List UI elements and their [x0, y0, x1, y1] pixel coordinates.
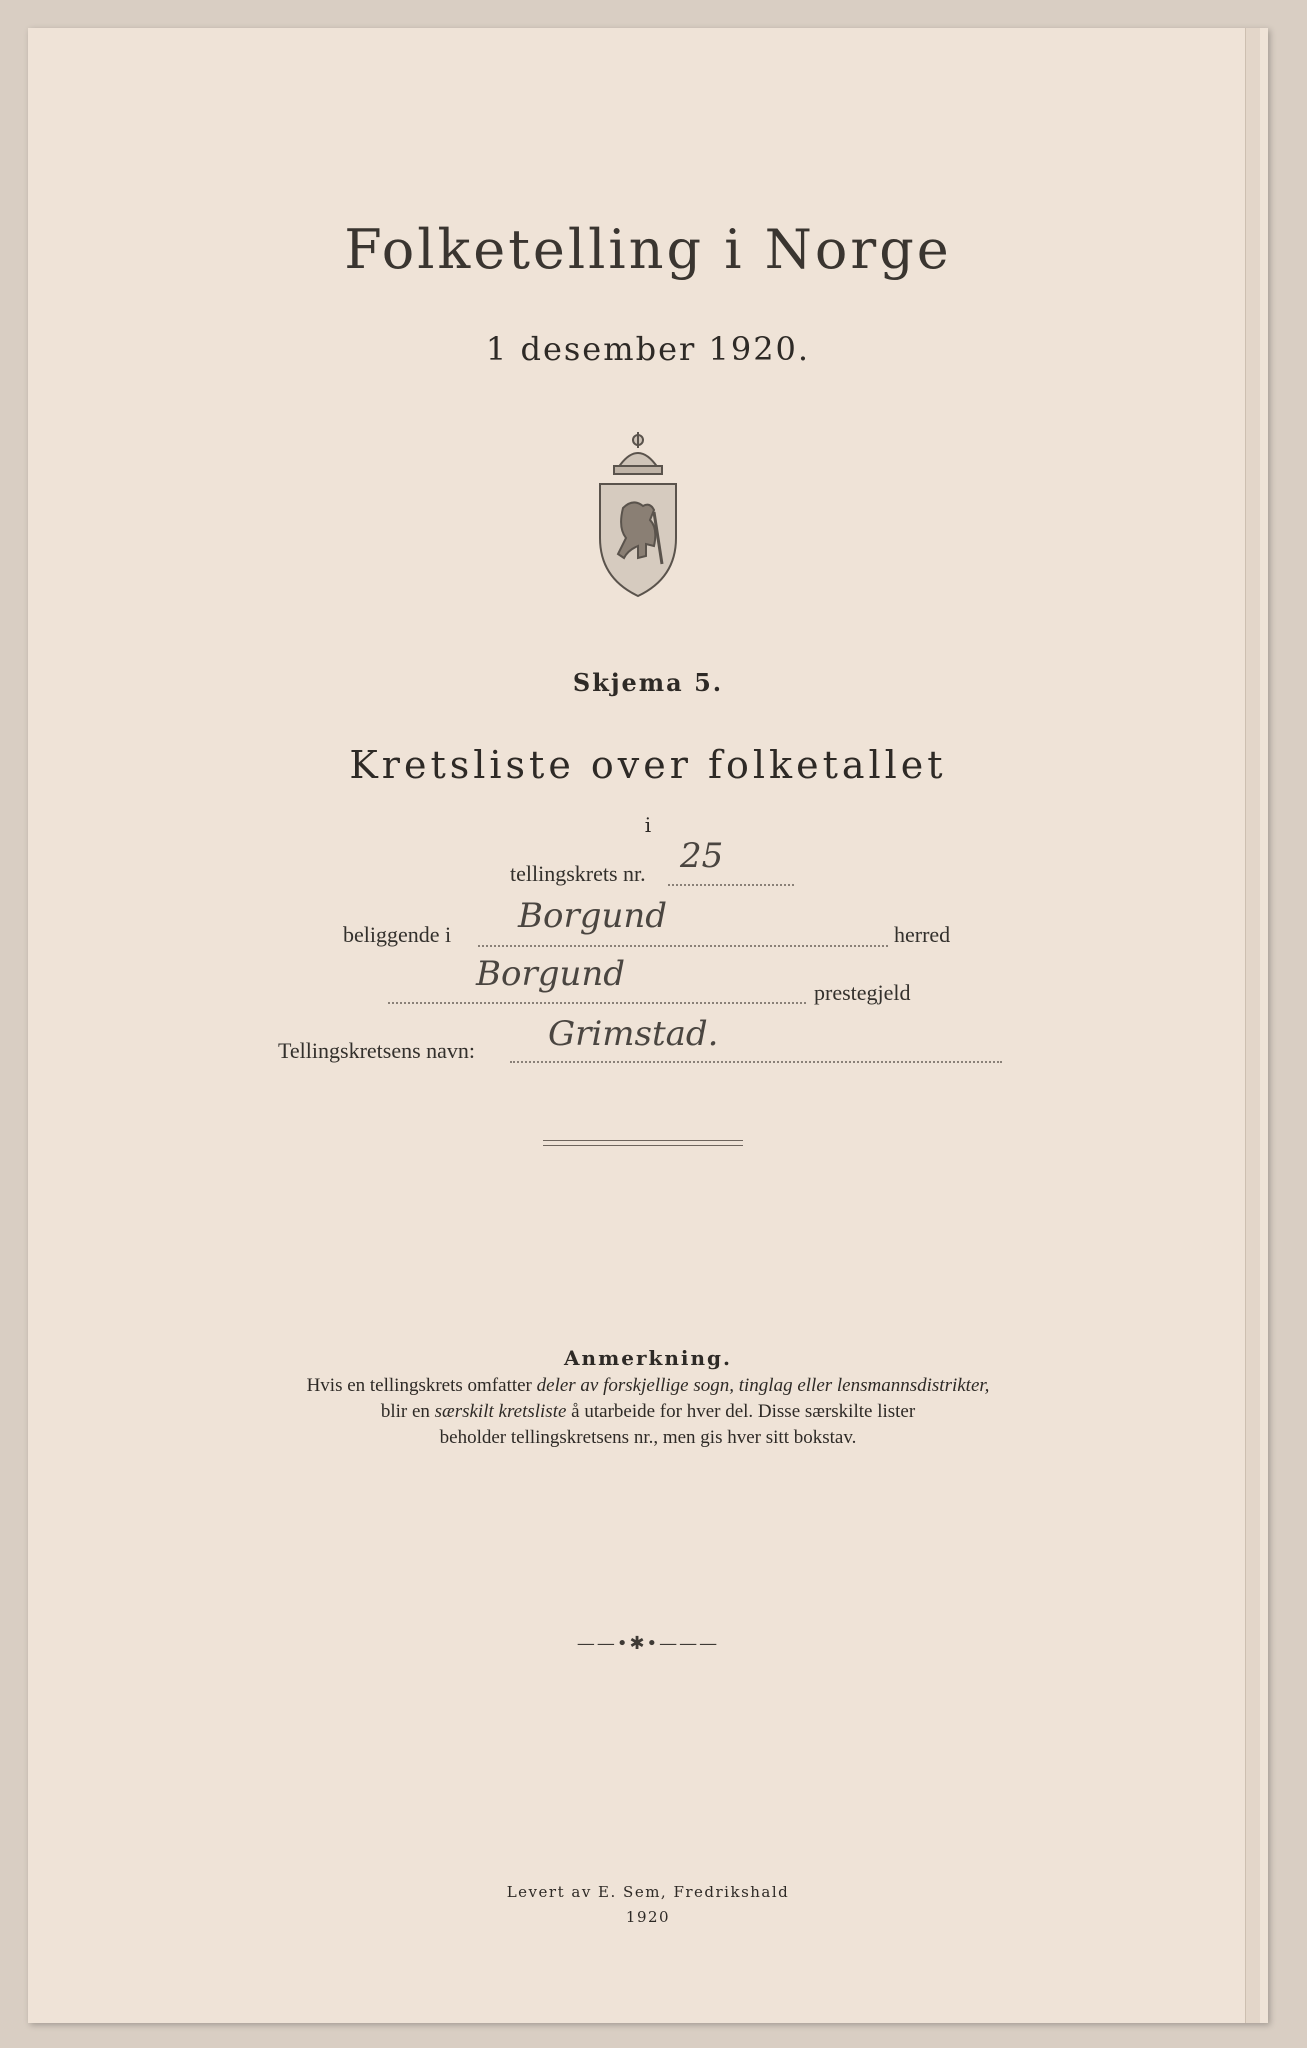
beliggende-label: beliggende i	[343, 922, 452, 947]
census-form-page	[28, 28, 1268, 2023]
coat-of-arms-icon	[588, 428, 688, 598]
printer-credit: Levert av E. Sem, Fredrikshald	[506, 1883, 790, 1901]
herred-line	[478, 945, 888, 947]
prestegjeld-label: prestegjeld	[814, 980, 911, 1005]
note-line-3: beholder tellingskretsens nr., men gis hver sitt bokstav.	[439, 1427, 857, 1448]
page-edge	[1245, 28, 1260, 2023]
navn-value: Grimstad.	[548, 1014, 719, 1054]
divider	[543, 1140, 743, 1141]
herred-label: herred	[894, 922, 951, 947]
document-date: 1 desember 1920.	[485, 330, 811, 368]
krets-value: 25	[680, 836, 724, 876]
divider	[543, 1145, 743, 1146]
note-text: Hvis en tellingskrets omfatter	[306, 1375, 537, 1396]
navn-label: Tellingskretsens navn:	[278, 1038, 476, 1063]
list-title: Kretsliste over folketallet	[349, 743, 947, 787]
navn-line	[510, 1061, 1002, 1063]
schema-number: Skjema 5.	[572, 668, 724, 697]
ornament-divider: ——•✱•———	[576, 1633, 720, 1654]
document-title: Folketelling i Norge	[344, 218, 952, 281]
note-text: blir en	[380, 1401, 435, 1422]
note-text: å utarbeide for hver del. Disse særskilte lister	[566, 1401, 916, 1422]
printer-year: 1920	[625, 1908, 671, 1926]
note-line-2	[28, 1399, 1268, 1425]
note-emphasis: deler av forskjellige sogn, tinglag eller lensmannsdistrikter,	[536, 1375, 990, 1396]
krets-label: tellingskrets nr.	[510, 861, 646, 886]
list-title-connector: i	[644, 813, 652, 837]
prestegjeld-line	[388, 1002, 806, 1004]
herred-value: Borgund	[518, 896, 668, 936]
note-heading: Anmerkning.	[564, 1346, 732, 1370]
note-line-1	[28, 1373, 1268, 1399]
krets-line	[668, 884, 794, 886]
note-emphasis: særskilt kretsliste	[434, 1401, 567, 1422]
prestegjeld-value: Borgund	[476, 954, 626, 994]
